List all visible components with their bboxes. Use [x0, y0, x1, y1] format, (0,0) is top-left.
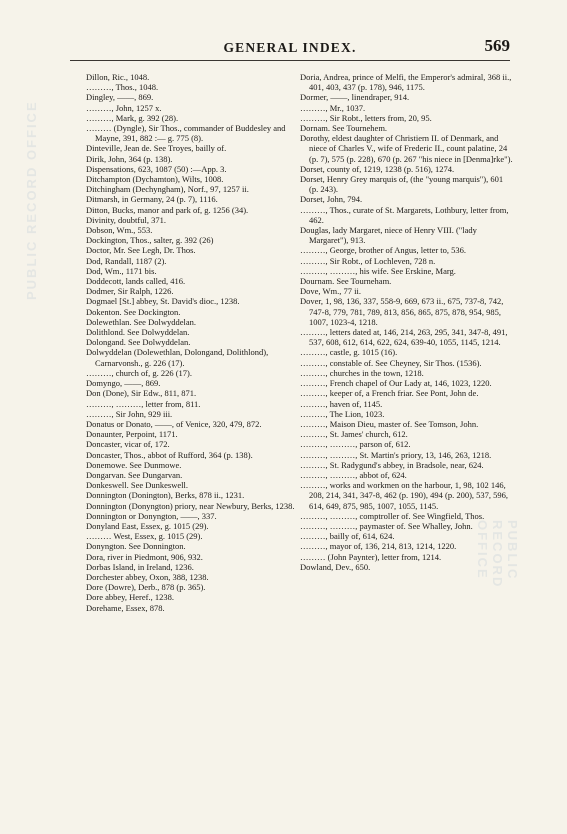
index-entry: Donemowe. See Dunmowe.	[86, 459, 182, 470]
index-entry: Dogmael [St.] abbey, St. David's dioc., 1238.	[86, 296, 240, 307]
watermark-stamp: PUBLIC RECORD OFFICE	[24, 100, 39, 300]
index-entry: ……… West, Essex, g. 1015 (29).	[86, 531, 203, 542]
index-entry: Dormer, ——, linendraper, 914.	[300, 92, 410, 103]
index-entry: Donnington (Donington), Berks, 878 ii., 1231.	[86, 490, 245, 501]
index-column-right	[300, 72, 514, 572]
index-entry: Donnington or Donyngton, ——, 337.	[86, 510, 217, 521]
index-entry: ………, George, brother of Angus, letter to, 536.	[300, 245, 467, 256]
index-entry: Dournam. See Tourneham.	[300, 276, 392, 287]
index-entry: ………, ………, abbot of, 624.	[300, 469, 407, 480]
index-entry: Doddecott, lands called, 416.	[86, 276, 186, 287]
index-entry: Dirik, John, 364 (p. 138).	[86, 153, 173, 164]
index-entry: Douglas, lady Margaret, niece of Henry VIII. ("lady Margaret"), 913.	[300, 225, 477, 246]
page-number: 569	[484, 36, 510, 55]
page-header	[70, 36, 510, 61]
index-entry: ………, churches in the town, 1218.	[300, 367, 424, 378]
index-entry: ………, castle, g. 1015 (16).	[300, 347, 398, 358]
index-entry: Donyland East, Essex, g. 1015 (29).	[86, 520, 209, 531]
index-entry: ………, St. James' church, 612.	[300, 429, 408, 440]
index-entry: ………, Mark, g. 392 (28).	[86, 112, 179, 123]
index-entry: ………, ………, comptroller of. See Wingfield, Thos.	[300, 510, 485, 521]
index-entry: Dodmer, Sir Ralph, 1226.	[86, 286, 174, 297]
index-entry: Dorothy, eldest daughter of Christiern II. of Denmark, and niece of Charles V., wife of Frederic II., count palatine, 24 (p. 7), 575 (p. 228), 670 (p. 267 "his niece in [Denma]rke").	[300, 133, 513, 164]
index-entry: Dolwyddelan (Dolewethlan, Dolongand, Dolithlond), Carnarvonsh., g. 226 (17).	[86, 347, 269, 368]
index-entry: ………, Sir John, 929 iii.	[86, 408, 173, 419]
index-entry: Dorehame, Essex, 878.	[86, 602, 165, 613]
index-column-left	[86, 72, 300, 613]
index-entry: Dorset, John, 794.	[300, 194, 363, 205]
index-entry: Dornam. See Tournehem.	[300, 123, 388, 134]
index-entry: ………, Mr., 1037.	[300, 102, 366, 113]
index-entry: ……… (Dyngle), Sir Thos., commander of Buddesley and Mayne, 391, 882 :— g. 775 (8).	[86, 123, 286, 144]
index-entry: Dora, river in Piedmont, 906, 932.	[86, 551, 203, 562]
index-entry: Doncaster, Thos., abbot of Rufford, 364 (p. 138).	[86, 449, 253, 460]
index-entry: Dingley, ——, 869.	[86, 92, 154, 103]
index-entry: ………, ………, parson of, 612.	[300, 439, 411, 450]
index-entry: Dorchester abbey, Oxon, 388, 1238.	[86, 571, 209, 582]
index-entry: Dover, 1, 98, 136, 337, 558-9, 669, 673 ii., 675, 737-8, 742, 747-8, 779, 781, 789, 813, 856, 865, 875, 878, 954, 985, 1007, 1023-4, 1218.	[300, 296, 504, 327]
index-entry: ………, letters dated at, 146, 214, 263, 295, 341, 347-8, 491, 537, 608, 612, 614, 622, 624, 639-40, 1055, 1145, 1214.	[300, 327, 508, 348]
index-entry: ………, Maison Dieu, master of. See Tomson, John.	[300, 418, 479, 429]
index-entry: ………, haven of, 1145.	[300, 398, 383, 409]
index-entry: ………, Sir Robt., of Lochleven, 728 n.	[300, 255, 436, 266]
index-entry: Ditchingham (Dechyngham), Norf., 97, 1257 ii.	[86, 184, 249, 195]
index-entry: Donyngton. See Donnington.	[86, 541, 186, 552]
index-entry: ………, mayor of, 136, 214, 813, 1214, 1220.	[300, 541, 457, 552]
index-entry: ………, Thos., 1048.	[86, 82, 159, 93]
index-entry: ………, John, 1257 x.	[86, 102, 162, 113]
index-entry: Ditmarsh, in Germany, 24 (p. 7), 1116.	[86, 194, 218, 205]
index-entry: Dolongand. See Dolwyddelan.	[86, 337, 191, 348]
index-entry: Dillon, Ric., 1048.	[86, 72, 150, 82]
index-entry: ………, St. Radygund's abbey, in Bradsole, near, 624.	[300, 459, 484, 470]
index-entry: Dore (Dowre), Derb., 878 (p. 365).	[86, 582, 206, 593]
index-entry: ………, works and workmen on the harbour, 1, 98, 102 146, 208, 214, 341, 347-8, 462 (p. 190), 494 (p. 200), 537, 596, 614, 649, 875, 985, 1007, 1055, 1145.	[300, 480, 509, 511]
index-entry: Dolithlond. See Dolwyddelan.	[86, 327, 190, 338]
index-entry: ……… (John Paynter), letter from, 1214.	[300, 551, 442, 562]
index-entry: Ditchampton (Dychamton), Wilts, 1008.	[86, 174, 224, 185]
index-entry: Dowland, Dev., 650.	[300, 561, 371, 572]
watermark-stamp: PUBLIC RECORD OFFICE	[475, 520, 520, 589]
index-entry: Don (Done), Sir Edw., 811, 871.	[86, 388, 197, 399]
index-entry: Donatus or Donato, ——, of Venice, 320, 479, 872.	[86, 418, 262, 429]
index-entry: Dispensations, 623, 1087 (50) :—App. 3.	[86, 163, 227, 174]
index-entry: Dod, Wm., 1171 bis.	[86, 265, 157, 276]
index-entry: ………, French chapel of Our Lady at, 146, 1023, 1220.	[300, 378, 492, 389]
index-entry: Dod, Randall, 1187 (2).	[86, 255, 167, 266]
index-entry: Divinity, doubtful, 371.	[86, 214, 166, 225]
index-entry: Dokenton. See Dockington.	[86, 306, 181, 317]
index-entry: Domyngo, ——, 869.	[86, 378, 161, 389]
index-entry: Dinteville, Jean de. See Troyes, bailly of.	[86, 143, 227, 154]
index-entry: Doria, Andrea, prince of Melfi, the Emperor's admiral, 368 ii., 401, 403, 437 (p. 178), 946, 1175.	[300, 72, 512, 93]
index-entry: Dorbas Island, in Ireland, 1236.	[86, 561, 194, 572]
index-entry: Ditton, Bucks, manor and park of, g. 1256 (34).	[86, 204, 249, 215]
index-entry: Donkeswell. See Dunkeswell.	[86, 480, 188, 491]
index-entry: Donnington (Donyngton) priory, near Newbury, Berks, 1238.	[86, 500, 295, 511]
index-entry: ………, keeper of, a French friar. See Pont, John de.	[300, 388, 479, 399]
index-entry: Doncaster, vicar of, 172.	[86, 439, 170, 450]
index-entry: Dongarvan. See Dungarvan.	[86, 469, 183, 480]
index-entry: Dorset, county of, 1219, 1238 (p. 516), 1274.	[300, 163, 455, 174]
index-entry: ………, ………, paymaster of. See Whalley, John.	[300, 520, 473, 531]
index-entry: Dore abbey, Heref., 1238.	[86, 592, 174, 603]
index-entry: Dobson, Wm., 553.	[86, 225, 153, 236]
index-entry: ………, Thos., curate of St. Margarets, Lothbury, letter from, 462.	[300, 204, 509, 225]
index-entry: ………, church of, g. 226 (17).	[86, 367, 192, 378]
index-entry: Dolewethlan. See Dolwyddelan.	[86, 316, 196, 327]
index-entry: ………, bailly of, 614, 624.	[300, 531, 395, 542]
running-title: GENERAL INDEX.	[223, 40, 357, 55]
index-entry: ………, ………, his wife. See Erskine, Marg.	[300, 265, 456, 276]
index-entry: Doctor, Mr. See Legh, Dr. Thos.	[86, 245, 196, 256]
index-entry: Donaunter, Perpoint, 1171.	[86, 429, 178, 440]
index-entry: ………, Sir Robt., letters from, 20, 95.	[300, 112, 432, 123]
index-entry: ………, The Lion, 1023.	[300, 408, 385, 419]
index-entry: ………, ………, letter from, 811.	[86, 398, 201, 409]
index-entry: Dove, Wm., 77 ii.	[300, 286, 361, 297]
index-entry: ………, ………, St. Martin's priory, 13, 146, 263, 1218.	[300, 449, 492, 460]
index-entry: Dorset, Henry Grey marquis of, (the "young marquis"), 601 (p. 243).	[300, 174, 504, 195]
index-entry: ………, constable of. See Cheyney, Sir Thos. (1536).	[300, 357, 482, 368]
index-entry: Dockington, Thos., salter, g. 392 (26)	[86, 235, 214, 246]
